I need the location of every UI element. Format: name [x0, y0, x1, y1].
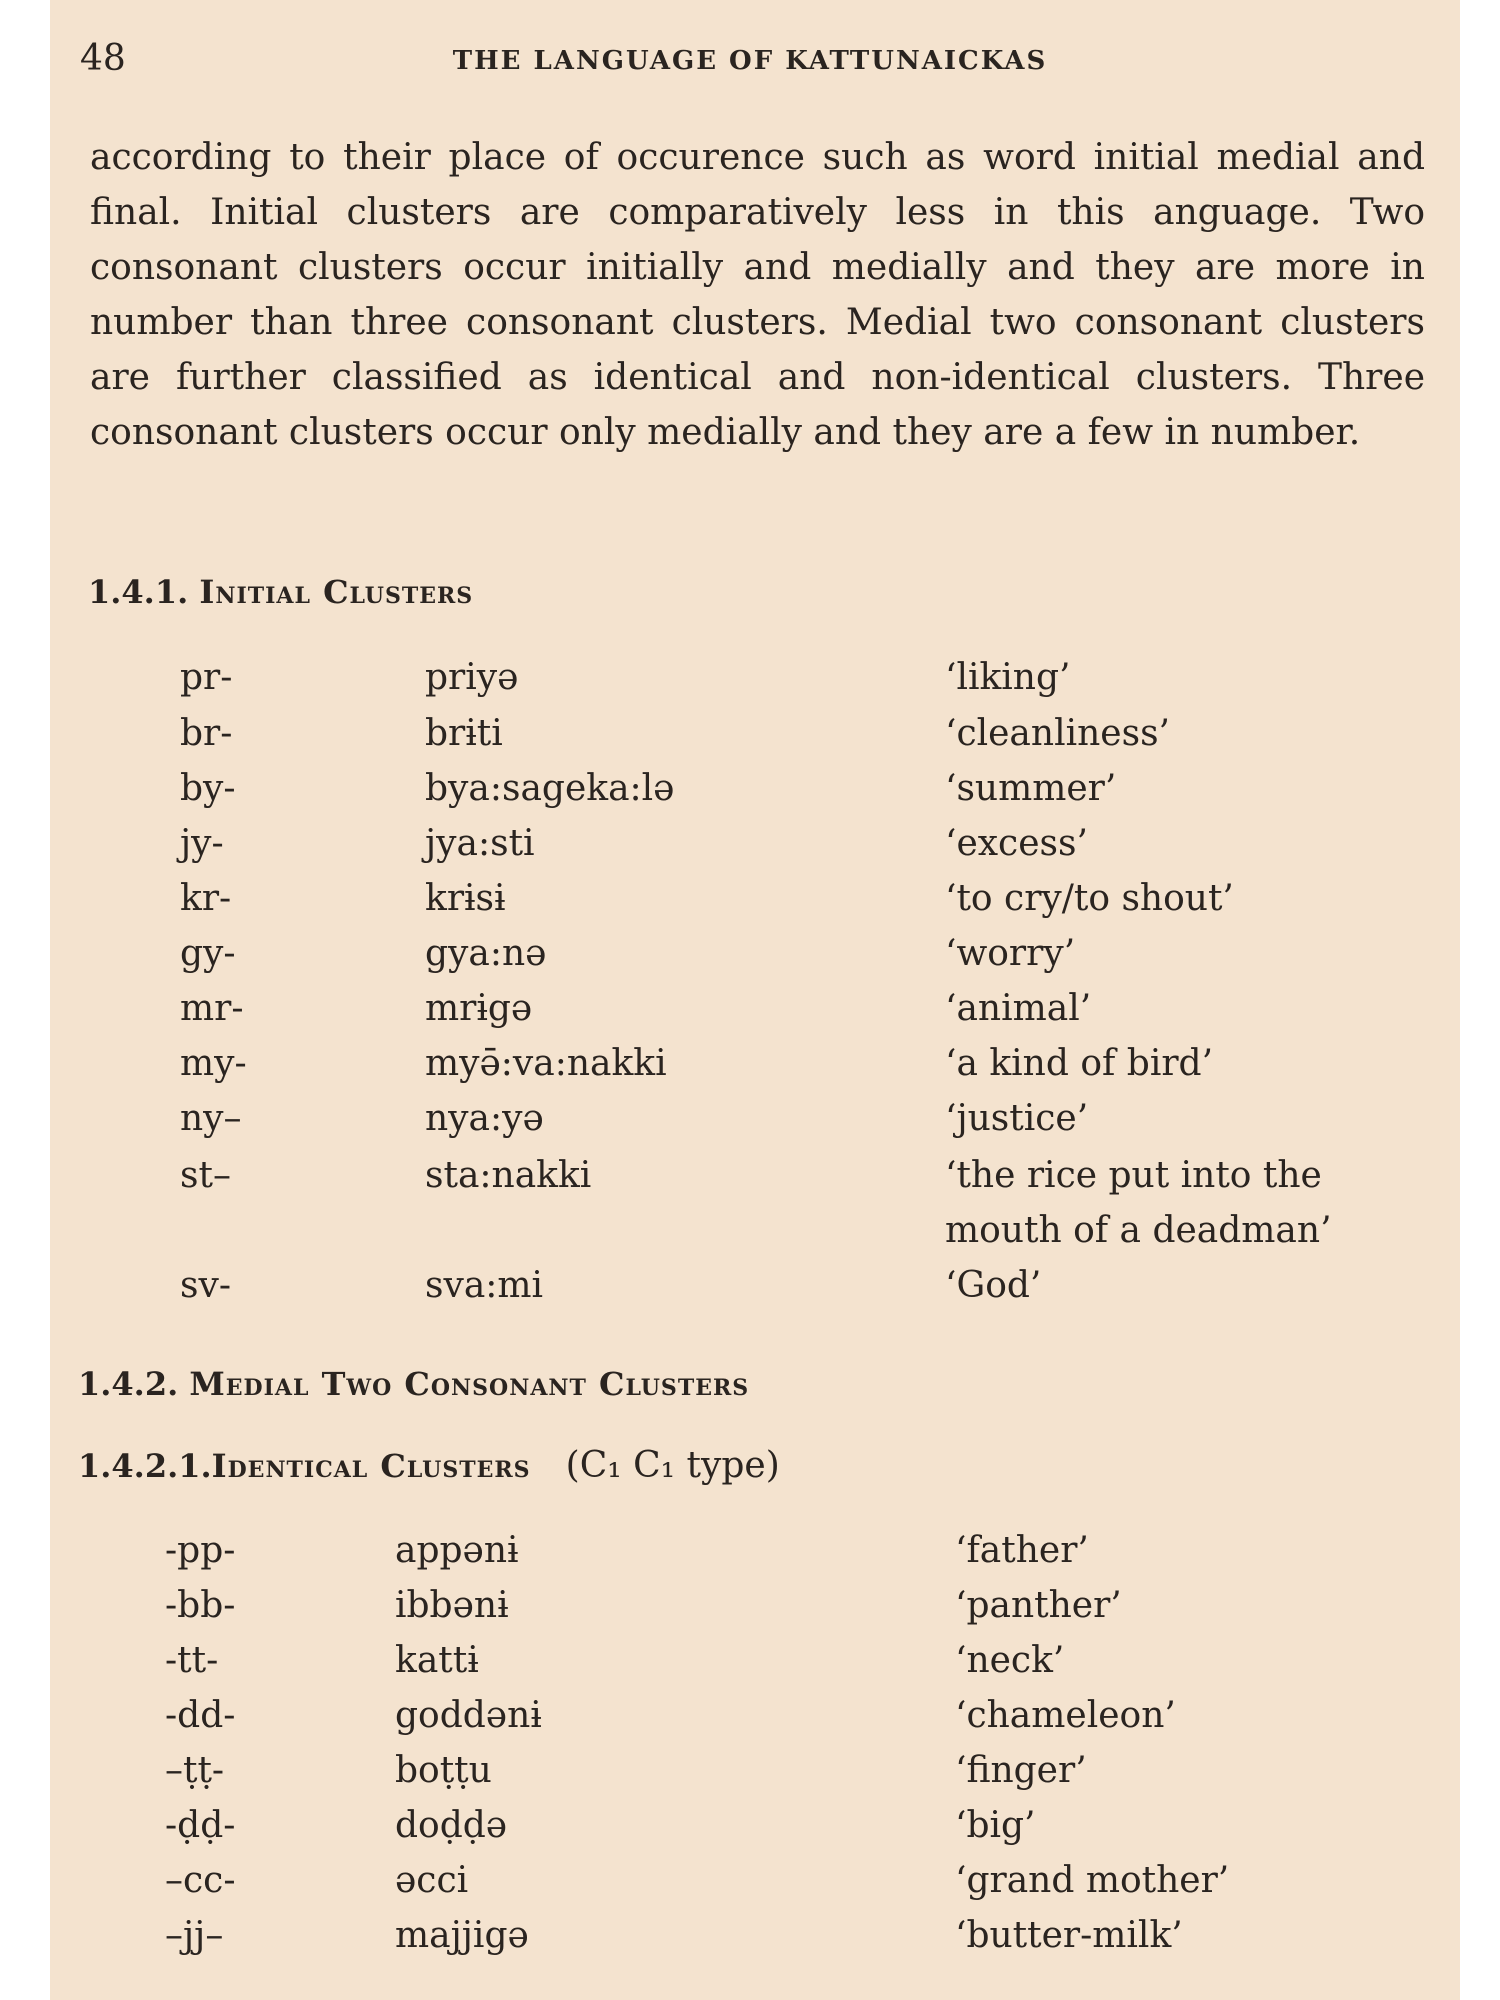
cluster: –cc- [165, 1860, 236, 1901]
table-row [50, 1860, 1460, 1910]
example-word: kattɨ [395, 1640, 479, 1681]
table-row [50, 1695, 1460, 1745]
gloss: ‘worry’ [945, 933, 1076, 974]
example-word: doḍḍə [395, 1805, 508, 1846]
cluster: –jj– [165, 1915, 224, 1956]
heading-title: Medial Two Consonant Clusters [189, 1365, 750, 1403]
table-row [50, 657, 1460, 707]
table-row [50, 1043, 1460, 1093]
table-row [50, 768, 1460, 818]
gloss: ‘big’ [955, 1805, 1036, 1846]
cluster: pr- [180, 657, 233, 698]
cluster: -bb- [165, 1585, 236, 1626]
example-word: jya:sti [425, 823, 535, 864]
table-row [50, 713, 1460, 763]
cluster: br- [180, 713, 233, 754]
table-row [50, 1805, 1460, 1855]
gloss: ‘excess’ [945, 823, 1088, 864]
example-word: gya:nə [425, 933, 547, 974]
book-page [50, 0, 1460, 2000]
example-word: sta:nakki [425, 1155, 592, 1196]
example-word: nya:yə [425, 1098, 544, 1139]
example-word: appənɨ [395, 1530, 519, 1571]
cluster: –ṭṭ- [165, 1750, 225, 1791]
page-header [80, 38, 1420, 88]
table-row [50, 1155, 1460, 1205]
cluster: jy- [180, 823, 224, 864]
example-word: goddənɨ [395, 1695, 542, 1736]
cluster: st– [180, 1155, 231, 1196]
gloss: ‘animal’ [945, 988, 1092, 1029]
cluster: mr- [180, 988, 244, 1029]
gloss: ‘justice’ [945, 1098, 1089, 1139]
table-row [50, 1750, 1460, 1800]
cluster: ny– [180, 1098, 242, 1139]
example-word: krɨsɨ [425, 878, 506, 919]
intro-paragraph: according to their place of occurence such as word initial medial and final. Initial clusters are comparatively less in this anguage. Two consonant clusters occur initially and medially and they are more in number than three consonant clusters. Medial two consonant clusters are further classified as identical and non-identical clusters. Three consonant clusters occur only medially and they are a few in number. [90, 137, 1425, 453]
gloss-continuation: mouth of a deadman’ [945, 1210, 1332, 1251]
running-title: THE LANGUAGE OF KATTUNAICKAS [452, 46, 1048, 76]
gloss: ‘to cry/to shout’ [945, 878, 1234, 919]
gloss: ‘God’ [945, 1265, 1042, 1306]
table-row [50, 1585, 1460, 1635]
example-word: əcci [395, 1860, 469, 1901]
table-row [50, 823, 1460, 873]
gloss: ‘butter-milk’ [955, 1915, 1183, 1956]
table-row [50, 988, 1460, 1038]
heading-identical-clusters [78, 1445, 780, 1486]
gloss: ‘panther’ [955, 1585, 1122, 1626]
gloss: ‘grand mother’ [955, 1860, 1230, 1901]
heading-number: 1.4.2. [78, 1365, 179, 1403]
example-word: brɨti [425, 713, 503, 754]
heading-number: 1.4.1. [88, 573, 189, 611]
table-row [50, 933, 1460, 983]
gloss: ‘summer’ [945, 768, 1117, 809]
example-word: myə̄:va:nakki [425, 1043, 667, 1084]
cluster: my- [180, 1043, 247, 1084]
cluster: -ḍḍ- [165, 1805, 236, 1846]
table-row [50, 1915, 1460, 1965]
heading-initial-clusters [88, 573, 473, 611]
table-row-continuation [50, 1210, 1460, 1260]
table-row [50, 1265, 1460, 1315]
example-word: majjigə [395, 1915, 529, 1956]
example-word: sva:mi [425, 1265, 544, 1306]
gloss: ‘chameleon’ [955, 1695, 1176, 1736]
cluster: -dd- [165, 1695, 236, 1736]
cluster: sv- [180, 1265, 231, 1306]
heading-title: Identical Clusters [211, 1447, 531, 1485]
table-row [50, 1098, 1460, 1148]
cluster: -tt- [165, 1640, 219, 1681]
table-row [50, 1640, 1460, 1690]
example-word: boṭṭu [395, 1750, 492, 1791]
example-word: ibbənɨ [395, 1585, 509, 1626]
gloss: ‘liking’ [945, 657, 1071, 698]
example-word: priyə [425, 657, 519, 698]
type-label: (C₁ C₁ type) [565, 1445, 780, 1486]
page-number: 48 [80, 38, 126, 79]
cluster: -pp- [165, 1530, 236, 1571]
gloss: ‘finger’ [955, 1750, 1087, 1791]
gloss: ‘father’ [955, 1530, 1089, 1571]
cluster: gy- [180, 933, 236, 974]
gloss: ‘a kind of bird’ [945, 1043, 1214, 1084]
gloss: ‘cleanliness’ [945, 713, 1170, 754]
table-row [50, 1530, 1460, 1580]
heading-medial-clusters [78, 1365, 749, 1403]
cluster: kr- [180, 878, 232, 919]
cluster: by- [180, 768, 236, 809]
gloss: ‘the rice put into the [945, 1155, 1322, 1196]
table-row [50, 878, 1460, 928]
example-word: mrɨgə [425, 988, 533, 1029]
example-word: bya:sageka:lə [425, 768, 675, 809]
heading-number: 1.4.2.1. [78, 1447, 212, 1485]
heading-title: Initial Clusters [199, 573, 474, 611]
gloss: ‘neck’ [955, 1640, 1065, 1681]
